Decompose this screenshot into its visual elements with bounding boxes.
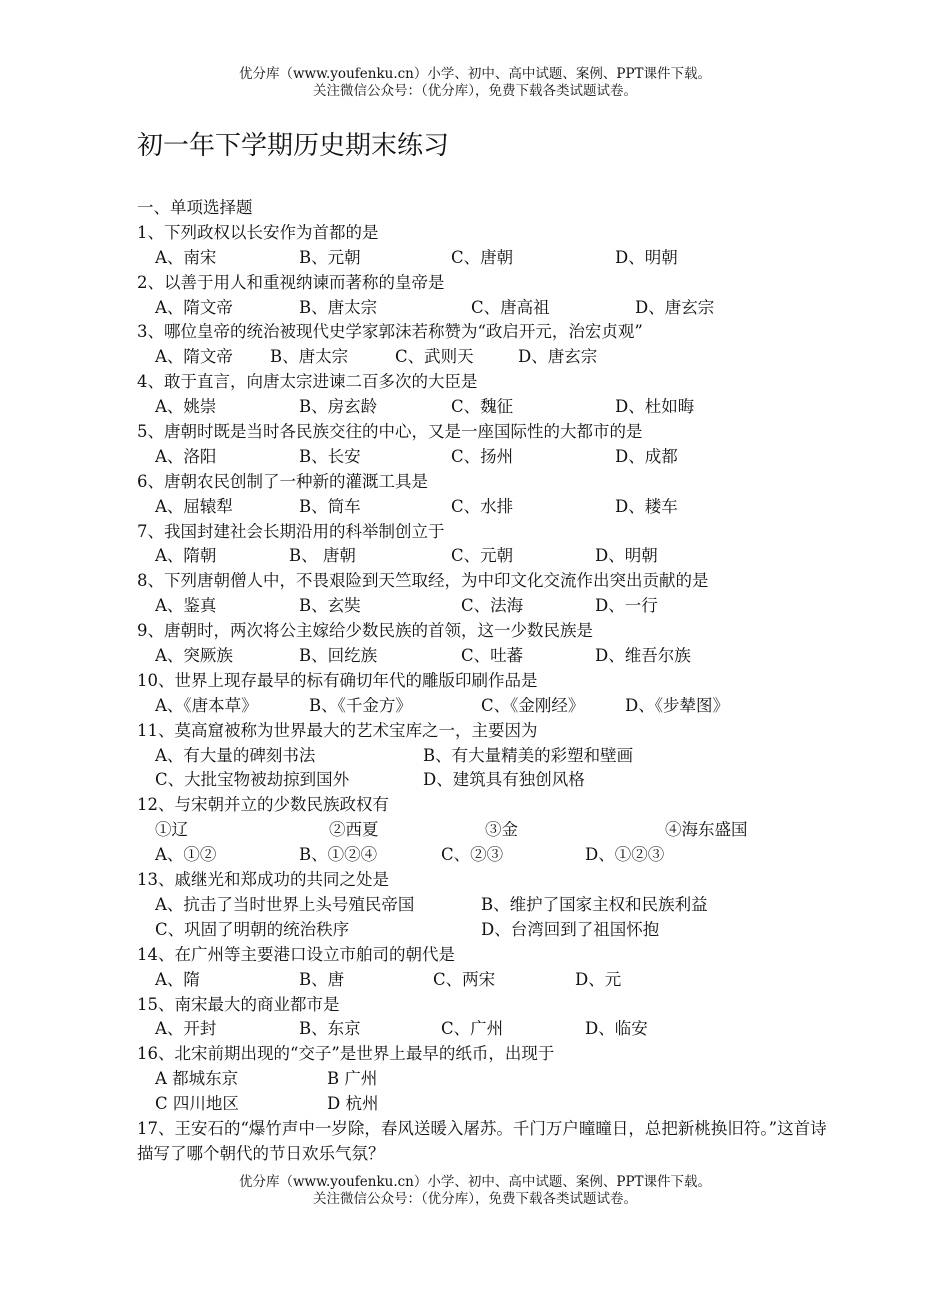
option-c: C、②③: [441, 845, 504, 865]
option-a: A、姚崇: [155, 397, 217, 417]
question-3-options: [137, 345, 837, 370]
question-4-options: [137, 395, 837, 420]
option-d: D、一行: [595, 596, 658, 616]
option-a: A、开封: [155, 1019, 217, 1039]
question-stem: 9、唐朝时，两次将公主嫁给少数民族的首领，这一少数民族是: [137, 621, 593, 641]
option-a: A、鉴真: [155, 596, 217, 616]
question-7-options: [137, 544, 837, 569]
question-stem: 14、在广州等主要港口设立市舶司的朝代是: [137, 944, 455, 964]
option-a: A、①②: [155, 845, 217, 865]
question-14: [137, 943, 837, 968]
question-5: [137, 420, 837, 445]
question-stem: 6、唐朝农民创制了一种新的灌溉工具是: [137, 471, 428, 491]
option-c: C、唐高祖: [471, 297, 550, 317]
option-c: C、水排: [451, 496, 514, 516]
option-a: A、《唐本草》: [155, 695, 258, 715]
question-8: [137, 569, 837, 594]
question-6: [137, 470, 837, 495]
option-c: C、巩固了明朝的统治秩序: [155, 919, 350, 939]
item-3: ③金: [485, 820, 518, 840]
option-c: C、唐朝: [451, 247, 514, 267]
option-c: C、《金刚经》: [481, 695, 585, 715]
question-stem: 3、哪位皇帝的统治被现代史学家郭沫若称赞为“政启开元，治宏贞观”: [137, 322, 643, 342]
question-12-items: [137, 818, 837, 843]
option-d: D、临安: [585, 1019, 648, 1039]
option-a: A、隋文帝: [155, 297, 233, 317]
option-c: C、元朝: [451, 546, 514, 566]
question-1-options: [137, 246, 837, 271]
option-c: C、大批宝物被劫掠到国外: [155, 770, 350, 790]
option-b: B、回纥族: [299, 646, 378, 666]
option-c: C、两宋: [433, 969, 496, 989]
question-8-options: [137, 594, 837, 619]
option-b: B、东京: [299, 1019, 361, 1039]
option-d: D、《步辇图》: [625, 695, 729, 715]
question-11-options-row-1: [137, 744, 837, 769]
question-12: [137, 793, 837, 818]
option-d: D、明朝: [615, 247, 678, 267]
question-1: [137, 221, 837, 246]
option-a: A、抗击了当时世界上头号殖民帝国: [155, 894, 415, 914]
option-d: D、台湾回到了祖国怀抱: [481, 919, 660, 939]
option-c: C、法海: [461, 596, 524, 616]
section-title: 一、单项选择题: [137, 198, 253, 217]
question-11-options-row-2: [137, 768, 837, 793]
option-a: A、洛阳: [155, 446, 217, 466]
question-list: [137, 196, 837, 1167]
question-stem: 4、敢于直言，向唐太宗进谏二百多次的大臣是: [137, 372, 478, 392]
question-stem: 8、下列唐朝僧人中，不畏艰险到天竺取经，为中印文化交流作出突出贡献的是: [137, 571, 709, 591]
option-b: B、筒车: [299, 496, 361, 516]
footer-line-1: 优分库（www.youfenku.cn）小学、初中、高中试题、案例、PPT课件下载。: [238, 1174, 712, 1190]
question-stem: 2、以善于用人和重视纳谏而著称的皇帝是: [137, 272, 445, 292]
option-a: A、有大量的碑刻书法: [155, 745, 316, 765]
option-b: B、玄奘: [299, 596, 361, 616]
question-2-options: [137, 296, 837, 321]
footer-line-2: 关注微信公众号：（优分库），免费下载各类试题试卷。: [313, 1191, 637, 1207]
option-a: A、隋朝: [155, 546, 217, 566]
option-b: B、《千金方》: [309, 695, 412, 715]
question-stem: 13、戚继光和郑成功的共同之处是: [137, 870, 389, 890]
option-d: D、唐玄宗: [518, 347, 598, 367]
header-line-1: 优分库（www.youfenku.cn）小学、初中、高中试题、案例、PPT课件下载。: [238, 66, 712, 82]
option-c: C 四川地区: [155, 1094, 239, 1114]
option-b: B、唐太宗: [299, 297, 378, 317]
question-stem: 12、与宋朝并立的少数民族政权有: [137, 795, 389, 815]
item-4: ④海东盛国: [665, 820, 748, 840]
option-b: B、唐: [299, 969, 345, 989]
question-15: [137, 993, 837, 1018]
option-b: B、房玄龄: [299, 397, 378, 417]
option-d: D、建筑具有独创风格: [423, 770, 585, 790]
option-d: D、耧车: [615, 496, 678, 516]
option-b: B 广州: [327, 1069, 378, 1089]
question-17: [137, 1117, 837, 1167]
option-d: D、维吾尔族: [595, 646, 691, 666]
question-7: [137, 520, 837, 545]
question-stem: 7、我国封建社会长期沿用的科举制创立于: [137, 521, 445, 541]
question-13: [137, 868, 837, 893]
option-a: A、南宋: [155, 247, 217, 267]
question-stem: 17、王安石的“爆竹声中一岁除，春风送暖入屠苏。千门万户曈曈日，总把新桃换旧符。”这首诗描写了哪个朝代的节日欢乐气氛？: [137, 1118, 827, 1163]
option-c: C、广州: [441, 1019, 504, 1039]
option-c: C、吐蕃: [461, 646, 524, 666]
option-d: D、明朝: [595, 546, 658, 566]
question-13-options-row-1: [137, 893, 837, 918]
header-line-2: 关注微信公众号：（优分库），免费下载各类试题试卷。: [313, 83, 637, 99]
option-d: D、元: [575, 969, 622, 989]
option-a: A、隋文帝: [155, 347, 233, 367]
option-a: A 都城东京: [155, 1069, 239, 1089]
question-16-options-row-2: [137, 1092, 837, 1117]
option-d: D、①②③: [585, 845, 665, 865]
question-13-options-row-2: [137, 918, 837, 943]
question-stem: 1、下列政权以长安作为首都的是: [137, 222, 379, 242]
option-b: B、长安: [299, 446, 361, 466]
question-3: [137, 320, 837, 345]
question-6-options: [137, 495, 837, 520]
option-a: A、突厥族: [155, 646, 233, 666]
option-d: D、唐玄宗: [635, 297, 715, 317]
option-b: B、有大量精美的彩塑和壁画: [423, 745, 634, 765]
question-9-options: [137, 644, 837, 669]
question-stem: 10、世界上现存最早的标有确切年代的雕版印刷作品是: [137, 670, 538, 690]
question-9: [137, 619, 837, 644]
option-b: B、 唐朝: [289, 546, 356, 566]
question-14-options: [137, 968, 837, 993]
option-b: B、唐太宗: [270, 347, 349, 367]
question-stem: 11、莫高窟被称为世界最大的艺术宝库之一，主要因为: [137, 720, 538, 740]
question-2: [137, 271, 837, 296]
question-11: [137, 719, 837, 744]
option-d: D 杭州: [327, 1094, 379, 1114]
question-10-options: [137, 694, 837, 719]
page-header: [0, 66, 950, 100]
document-title: 初一年下学期历史期末练习: [137, 131, 450, 161]
question-stem: 5、唐朝时既是当时各民族交往的中心，又是一座国际性的大都市的是: [137, 422, 643, 442]
option-c: C、扬州: [451, 446, 514, 466]
option-b: B、维护了国家主权和民族利益: [481, 894, 708, 914]
option-c: C、魏征: [451, 397, 514, 417]
question-4: [137, 370, 837, 395]
question-16-options-row-1: [137, 1067, 837, 1092]
question-stem: 16、北宋前期出现的“交子”是世界上最早的纸币，出现于: [137, 1044, 555, 1064]
question-16: [137, 1042, 837, 1067]
item-2: ②西夏: [329, 820, 379, 840]
question-stem: 15、南宋最大的商业都市是: [137, 994, 340, 1014]
option-d: D、杜如晦: [615, 397, 695, 417]
option-d: D、成都: [615, 446, 678, 466]
option-a: A、屈辕犁: [155, 496, 233, 516]
option-b: B、①②④: [299, 845, 378, 865]
page-footer: [0, 1174, 950, 1208]
question-10: [137, 669, 837, 694]
item-1: ①辽: [155, 820, 188, 840]
option-a: A、隋: [155, 969, 200, 989]
question-12-options: [137, 843, 837, 868]
option-c: C、武则天: [395, 347, 474, 367]
question-5-options: [137, 445, 837, 470]
option-b: B、元朝: [299, 247, 361, 267]
question-15-options: [137, 1017, 837, 1042]
